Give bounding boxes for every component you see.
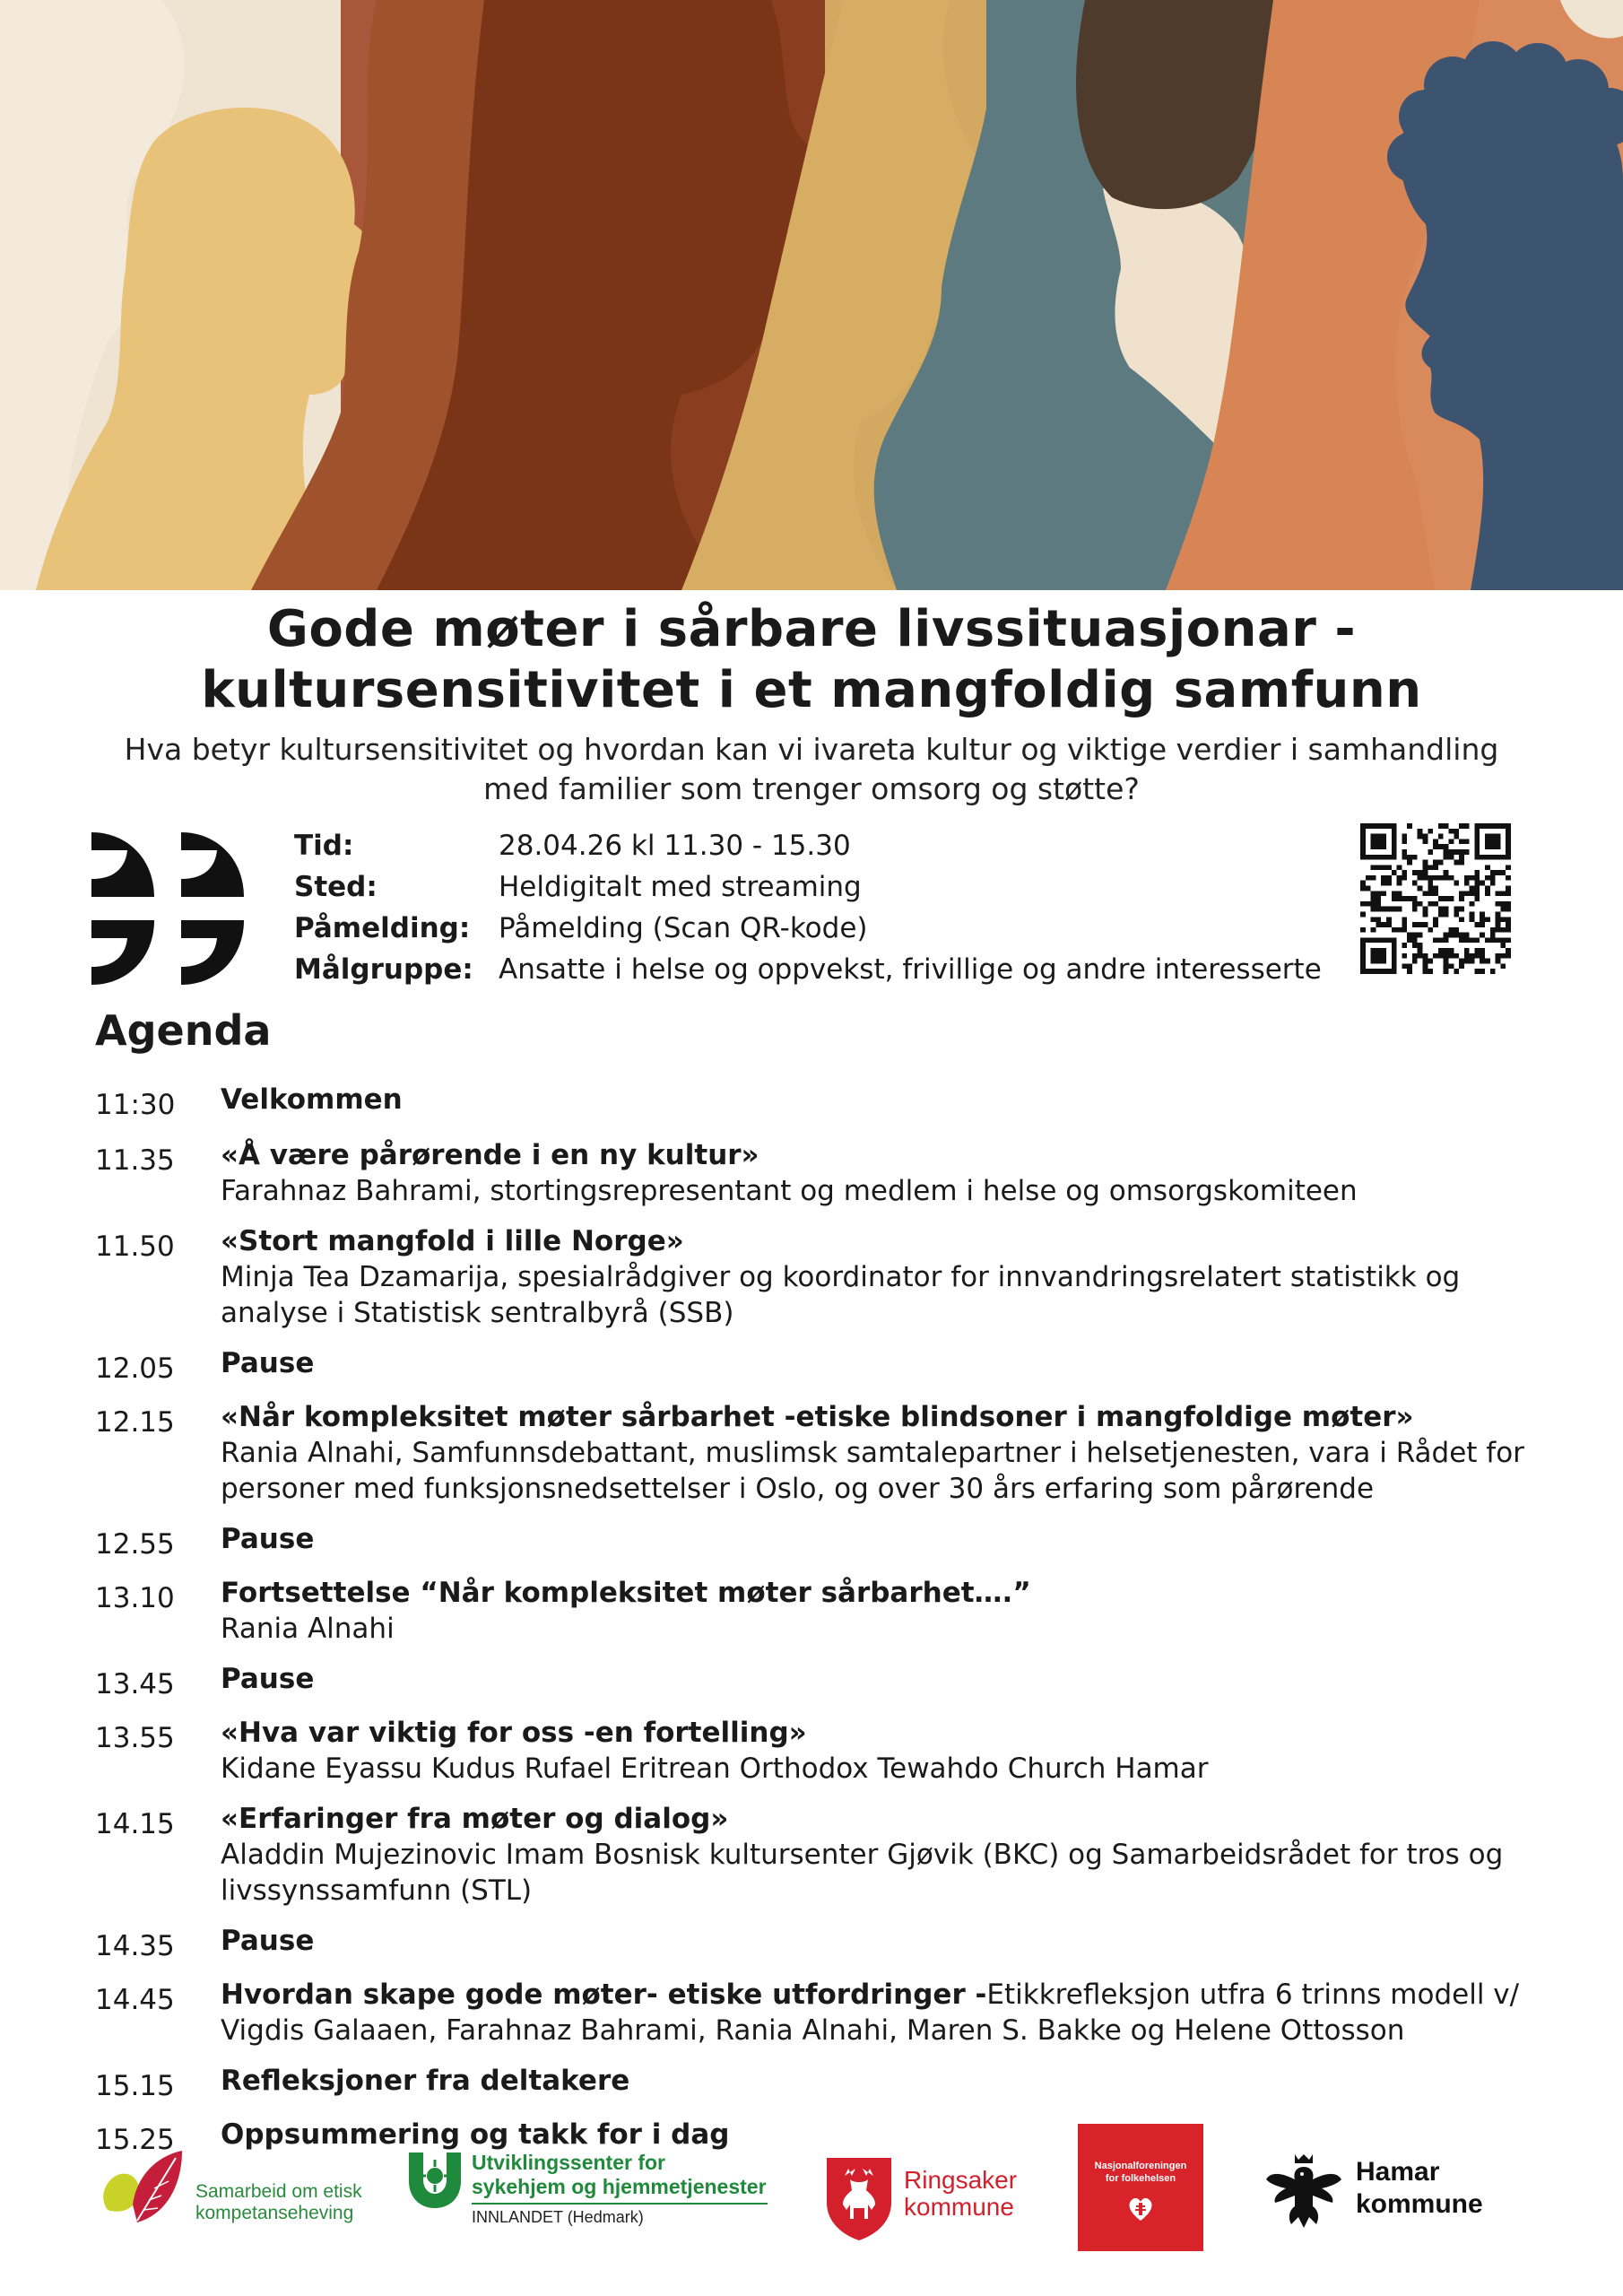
agenda-heading: Agenda — [95, 1006, 272, 1055]
agenda-title: «Hva var viktig for oss -en fortelling» — [221, 1717, 807, 1749]
usht-logo-text: sykehjem og hjemmetjenester — [472, 2175, 767, 2198]
agenda-time: 11.35 — [95, 1144, 175, 1177]
samarbeid-logo — [97, 2151, 366, 2231]
agenda-time: 12.55 — [95, 1528, 175, 1561]
agenda-description: Rania Alnahi, Samfunnsdebattant, muslimsk samtalepartner i helsetjenesten, vara i Rådet for personer med funksjonsnedsettelser i Oslo, og over 30 års erfaring som pårørende — [221, 1437, 1524, 1505]
agenda-description: Aladdin Mujezinovic Imam Bosnisk kultursenter Gjøvik (BKC) og Samarbeidsrådet for tros og livssynssamfunn (STL) — [221, 1839, 1504, 1907]
info-row-place — [294, 866, 1322, 908]
agenda-item — [95, 1521, 1548, 1562]
page-title-line-2: kultursensitivitet i et mangfoldig samfunn — [201, 661, 1422, 719]
agenda-title: Refleksjoner fra deltakere — [221, 2065, 630, 2097]
nasjonal-logo-text: for folkehelsen — [1105, 2173, 1176, 2184]
agenda-time: 14.45 — [95, 1984, 175, 2016]
info-row-registration — [294, 908, 1322, 949]
agenda-title: Pause — [221, 1347, 315, 1379]
hamar-eagle-icon — [1264, 2152, 1343, 2233]
heart-cross-icon — [1127, 2196, 1154, 2222]
agenda-title: «Å være pårørende i en ny kultur» — [221, 1139, 759, 1171]
usht-logo-subtext: INNLANDET (Hedmark) — [472, 2208, 644, 2226]
agenda-description: Etikkrefleksjon utfra 6 trinns modell v/ Vigdis Galaaen, Farahnaz Bahrami, Rania Alnahi, Maren S. Bakke og Helene Ottosson — [221, 1979, 1520, 2047]
agenda-item — [95, 1801, 1548, 1909]
ringsaker-shield-icon — [825, 2156, 893, 2242]
event-info — [294, 825, 1322, 990]
page-subtitle: Hva betyr kultursensitivitet og hvordan kan vi ivareta kultur og viktige verdier i samhandling med familier som trenger omsorg og støtte? — [124, 732, 1499, 806]
agenda-item — [95, 1082, 1548, 1123]
agenda-title: Pause — [221, 1925, 315, 1957]
agenda-item — [95, 2063, 1548, 2104]
info-label: Tid: — [294, 830, 354, 862]
ringsaker-logo-text: kommune — [904, 2193, 1014, 2221]
usht-emblem-icon — [405, 2151, 464, 2210]
agenda-time: 14.35 — [95, 1930, 175, 1962]
quote-mark-logo-icon — [91, 832, 244, 985]
agenda-description: Farahnaz Bahrami, stortingsrepresentant og medlem i helse og omsorgskomiteen — [221, 1175, 1358, 1207]
info-label: Påmelding: — [294, 912, 471, 944]
ringsaker-logo-text: Ringsaker — [904, 2166, 1018, 2194]
agenda-item — [95, 1345, 1548, 1387]
agenda-title: Pause — [221, 1523, 315, 1555]
agenda-item — [95, 1661, 1548, 1702]
agenda-time: 12.15 — [95, 1406, 175, 1439]
agenda-title: Velkommen — [221, 1083, 403, 1116]
agenda-item — [95, 1575, 1548, 1647]
agenda-title: «Stort mangfold i lille Norge» — [221, 1225, 684, 1257]
agenda-item — [95, 1977, 1548, 2048]
nasjonalforeningen-logo — [1078, 2124, 1203, 2251]
agenda-list — [95, 1082, 1548, 2170]
agenda-title: Fortsettelse “Når kompleksitet møter sårbarhet….” — [221, 1577, 1031, 1609]
title-block — [0, 599, 1623, 809]
agenda-title: «Når kompleksitet møter sårbarhet -etiske blindsoner i mangfoldige møter» — [221, 1401, 1414, 1433]
info-label: Sted: — [294, 871, 378, 903]
agenda-time: 11:30 — [95, 1089, 176, 1121]
agenda-description: Minja Tea Dzamarija, spesialrådgiver og koordinator for innvandringsrelatert statistikk og analyse i Statistisk sentralbyrå (SSB) — [221, 1261, 1461, 1329]
agenda-time: 15.15 — [95, 2070, 175, 2102]
info-value: Ansatte i helse og oppvekst, frivillige og andre interesserte — [499, 953, 1322, 986]
hamar-logo — [1264, 2152, 1533, 2242]
partner-logos — [0, 2117, 1623, 2260]
leaf-icon — [97, 2151, 187, 2231]
agenda-item — [95, 1223, 1548, 1331]
info-value: Heldigitalt med streaming — [499, 871, 862, 903]
usht-logo-text: Utviklingssenter for — [472, 2151, 665, 2174]
agenda-item — [95, 1399, 1548, 1507]
agenda-description: Kidane Eyassu Kudus Rufael Eritrean Orthodox Tewahdo Church Hamar — [221, 1752, 1209, 1785]
ringsaker-logo — [825, 2156, 1031, 2246]
info-row-time — [294, 825, 1322, 866]
agenda-title: Oppsummering og takk for i dag — [221, 2118, 730, 2151]
nasjonal-logo-text: Nasjonalforeningen — [1094, 2161, 1187, 2171]
qr-code-icon[interactable] — [1360, 823, 1511, 974]
agenda-title: «Erfaringer fra møter og dialog» — [221, 1803, 729, 1835]
agenda-time: 13.10 — [95, 1582, 175, 1614]
info-value: 28.04.26 kl 11.30 - 15.30 — [499, 830, 851, 862]
info-value: Påmelding (Scan QR-kode) — [499, 912, 868, 944]
agenda-time: 12.05 — [95, 1352, 175, 1385]
agenda-time: 13.55 — [95, 1722, 175, 1754]
samarbeid-logo-text: Samarbeid om etisk — [195, 2181, 362, 2202]
agenda-time: 14.15 — [95, 1808, 175, 1840]
agenda-time: 15.25 — [95, 2124, 175, 2156]
agenda-time: 13.45 — [95, 1668, 175, 1700]
page-title-line-1: Gode møter i sårbare livssituasjonar - — [266, 600, 1357, 658]
agenda-item — [95, 1715, 1548, 1787]
samarbeid-logo-text: kompetanseheving — [195, 2203, 354, 2223]
agenda-item — [95, 1923, 1548, 1964]
header-illustration — [0, 0, 1623, 590]
usht-logo — [405, 2151, 773, 2240]
silhouettes-illustration — [0, 0, 1623, 590]
info-row-audience — [294, 949, 1322, 990]
hamar-logo-text: Hamar — [1356, 2157, 1440, 2187]
agenda-time: 11.50 — [95, 1231, 175, 1263]
agenda-item — [95, 1137, 1548, 1209]
hamar-logo-text: kommune — [1356, 2189, 1483, 2219]
info-label: Målgruppe: — [294, 953, 473, 986]
usht-divider — [472, 2203, 768, 2205]
agenda-title: Hvordan skape gode møter- etiske utfordringer - — [221, 1979, 987, 2011]
agenda-description: Rania Alnahi — [221, 1613, 395, 1645]
agenda-title: Pause — [221, 1663, 315, 1695]
